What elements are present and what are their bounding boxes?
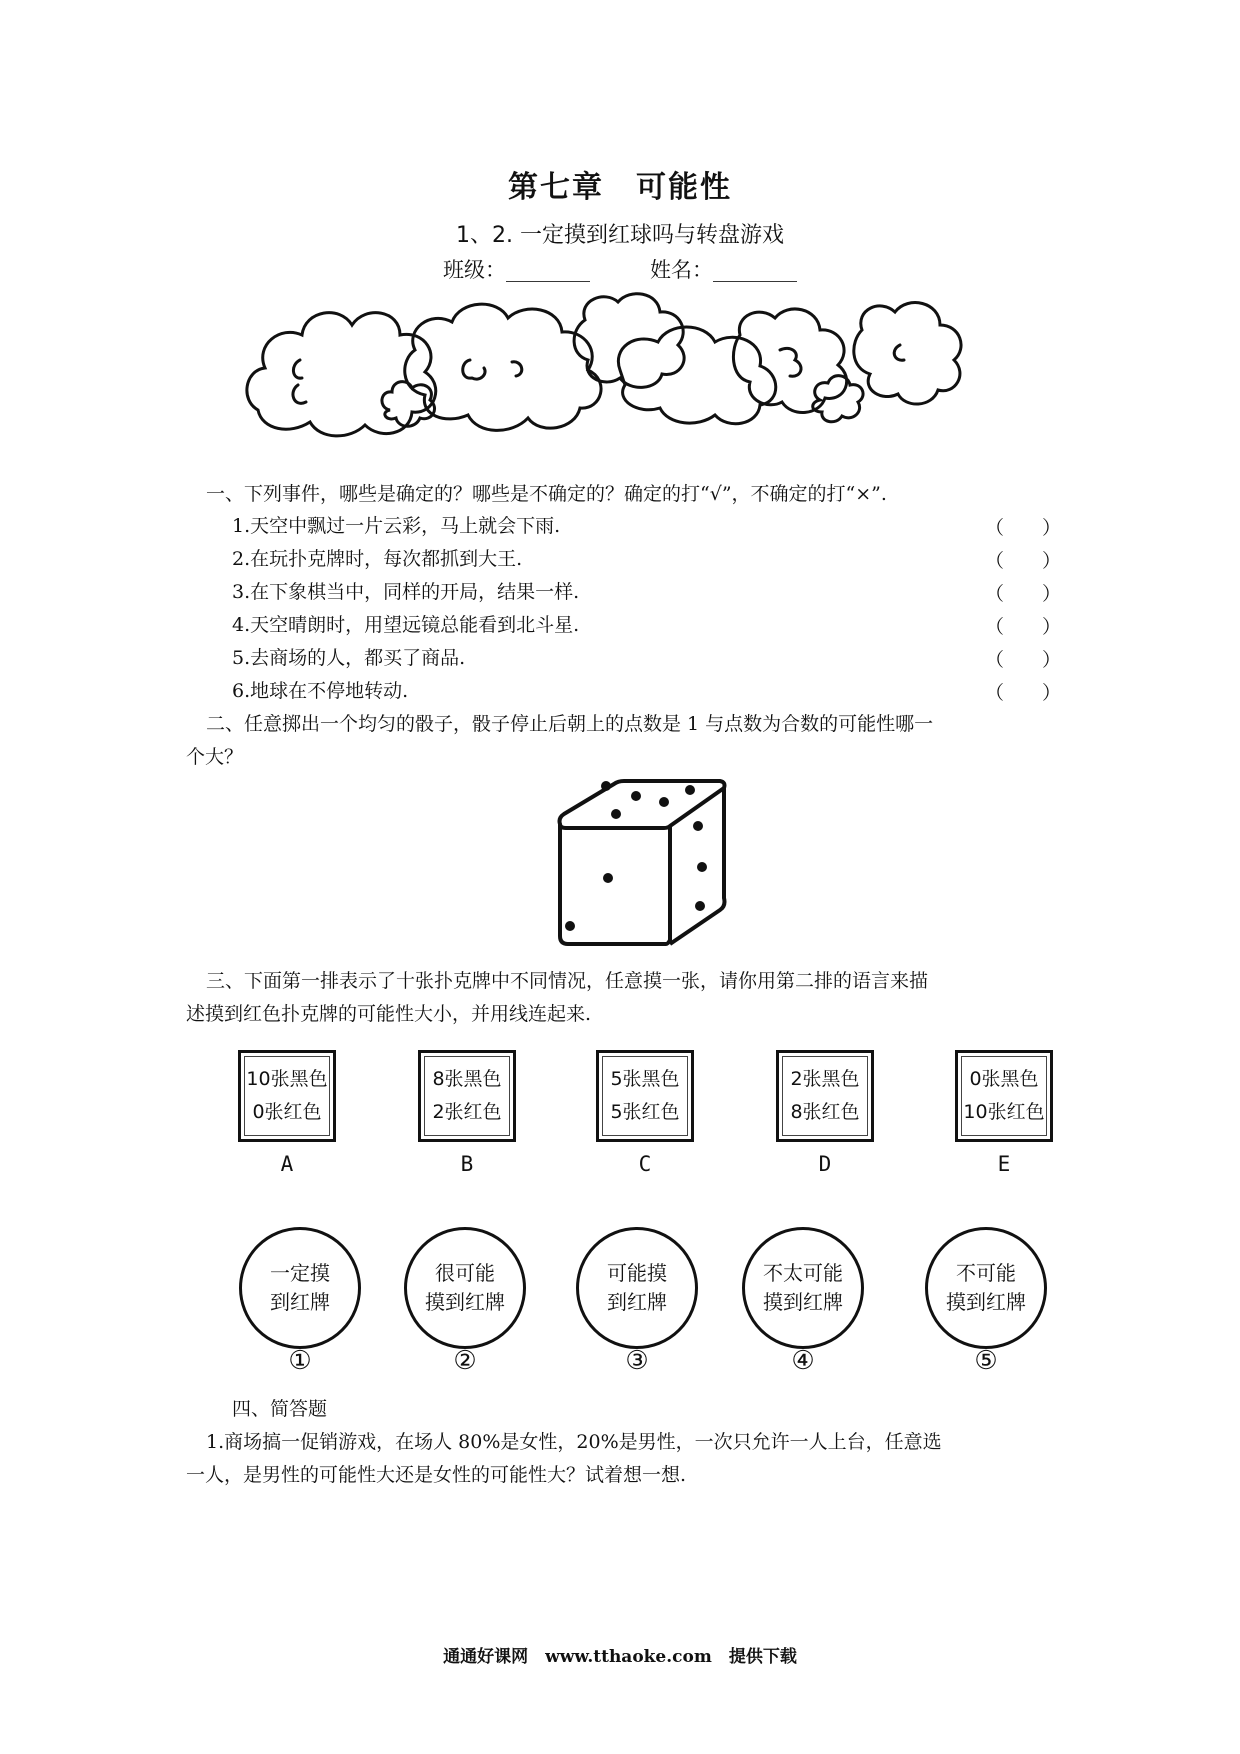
card-red-count: 5张红色 xyxy=(610,1101,680,1123)
option-number: ② xyxy=(453,1346,477,1376)
answer-blank[interactable]: （ ） xyxy=(985,517,1062,539)
likelihood-option[interactable] xyxy=(925,1227,1047,1349)
cloud-illustration xyxy=(240,290,1060,480)
card-letter: E xyxy=(997,1152,1011,1176)
card-black-count: 0张黑色 xyxy=(969,1068,1039,1090)
card-letter: C xyxy=(638,1152,652,1176)
page-subtitle: 1、2. 一定摸到红球吗与转盘游戏 xyxy=(456,223,784,248)
likelihood-text: 可能摸 xyxy=(607,1261,667,1285)
name-label: 姓名：________ xyxy=(650,258,797,282)
card-option[interactable] xyxy=(418,1050,516,1142)
section1-item: 2.在玩扑克牌时，每次都抓到大王. xyxy=(232,548,523,570)
likelihood-text: 不可能 xyxy=(956,1261,1016,1285)
answer-blank[interactable]: （ ） xyxy=(985,616,1062,638)
card-red-count: 2张红色 xyxy=(432,1101,502,1123)
card-option[interactable] xyxy=(596,1050,694,1142)
section4-question-cont: 一人，是男性的可能性大还是女性的可能性大？试着想一想. xyxy=(186,1464,687,1486)
page-footer: 通通好课网 www.tthaoke.com 提供下载 xyxy=(443,1647,797,1667)
dice-illustration xyxy=(548,776,748,954)
card-face xyxy=(782,1056,868,1136)
section1-item: 5.去商场的人，都买了商品. xyxy=(232,647,466,669)
option-number: ⑤ xyxy=(974,1346,998,1376)
section2-question: 二、任意掷出一个均匀的骰子，骰子停止后朝上的点数是 1 与点数为合数的可能性哪一 xyxy=(206,713,934,735)
card-face xyxy=(424,1056,510,1136)
card-face xyxy=(602,1056,688,1136)
section4-question: 1.商场搞一促销游戏，在场人 80%是女性，20%是男性，一次只允许一人上台，任意选 xyxy=(206,1431,942,1453)
page-title: 第七章 可能性 xyxy=(508,170,732,205)
card-black-count: 5张黑色 xyxy=(610,1068,680,1090)
card-red-count: 0张红色 xyxy=(252,1101,322,1123)
likelihood-option[interactable] xyxy=(576,1227,698,1349)
card-option[interactable] xyxy=(955,1050,1053,1142)
section1-item: 3.在下象棋当中，同样的开局，结果一样. xyxy=(232,581,580,603)
card-option[interactable] xyxy=(776,1050,874,1142)
answer-blank[interactable]: （ ） xyxy=(985,682,1062,704)
section1-item: 4.天空晴朗时，用望远镜总能看到北斗星. xyxy=(232,614,580,636)
likelihood-text: 不太可能 xyxy=(763,1261,843,1285)
card-letter: A xyxy=(280,1152,294,1176)
section1-heading: 一、下列事件，哪些是确定的？哪些是不确定的？确定的打“√”，不确定的打“×”. xyxy=(206,483,887,505)
likelihood-option[interactable] xyxy=(404,1227,526,1349)
likelihood-option[interactable] xyxy=(742,1227,864,1349)
card-letter: D xyxy=(818,1152,832,1176)
card-black-count: 10张黑色 xyxy=(246,1068,328,1090)
card-face xyxy=(961,1056,1047,1136)
option-number: ④ xyxy=(791,1346,815,1376)
option-number: ③ xyxy=(625,1346,649,1376)
section4-heading: 四、简答题 xyxy=(232,1398,328,1420)
card-black-count: 2张黑色 xyxy=(790,1068,860,1090)
likelihood-text: 一定摸 xyxy=(270,1261,330,1285)
card-red-count: 10张红色 xyxy=(963,1101,1045,1123)
likelihood-text: 到红牌 xyxy=(607,1290,667,1314)
card-red-count: 8张红色 xyxy=(790,1101,860,1123)
card-option[interactable] xyxy=(238,1050,336,1142)
answer-blank[interactable]: （ ） xyxy=(985,583,1062,605)
likelihood-text: 到红牌 xyxy=(270,1290,330,1314)
section1-item: 1.天空中飘过一片云彩，马上就会下雨. xyxy=(232,515,561,537)
likelihood-text: 摸到红牌 xyxy=(425,1290,505,1314)
section3-question: 三、下面第一排表示了十张扑克牌中不同情况，任意摸一张，请你用第二排的语言来描 xyxy=(206,970,929,992)
likelihood-text: 摸到红牌 xyxy=(763,1290,843,1314)
likelihood-text: 很可能 xyxy=(435,1261,495,1285)
answer-blank[interactable]: （ ） xyxy=(985,550,1062,572)
card-letter: B xyxy=(460,1152,474,1176)
class-label: 班级：________ xyxy=(443,258,590,282)
option-number: ① xyxy=(288,1346,312,1376)
answer-blank[interactable]: （ ） xyxy=(985,649,1062,671)
card-black-count: 8张黑色 xyxy=(432,1068,502,1090)
card-face xyxy=(244,1056,330,1136)
likelihood-text: 摸到红牌 xyxy=(946,1290,1026,1314)
section3-question-cont: 述摸到红色扑克牌的可能性大小，并用线连起来. xyxy=(186,1003,592,1025)
section2-question-cont: 个大？ xyxy=(186,746,244,768)
student-info xyxy=(0,254,1240,284)
likelihood-option[interactable] xyxy=(239,1227,361,1349)
section1-item: 6.地球在不停地转动. xyxy=(232,680,409,702)
